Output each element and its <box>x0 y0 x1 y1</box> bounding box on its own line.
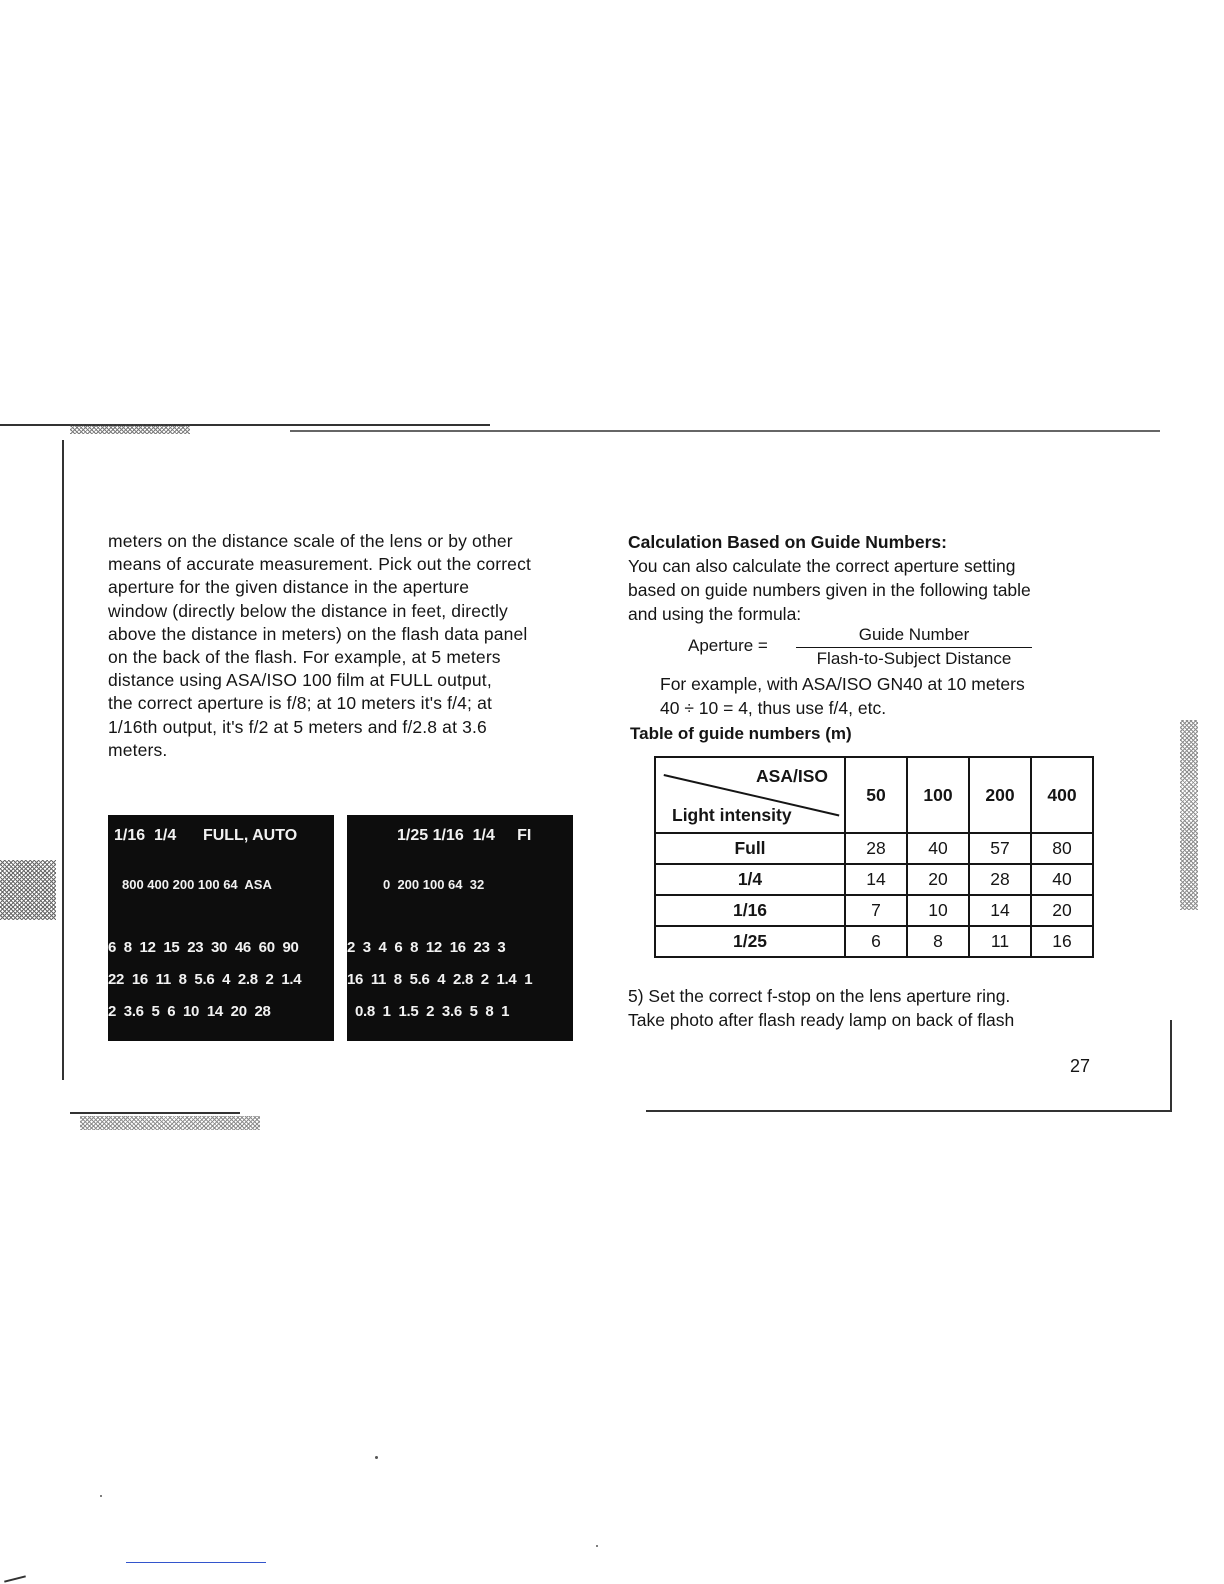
row-label: 1/25 <box>655 926 845 957</box>
text-line: window (directly below the distance in feet, directly <box>108 600 508 621</box>
text-line: and using the formula: <box>628 604 802 624</box>
panel-meters-scale: 0.8 1 1.5 2 3.6 5 8 1 <box>355 1003 510 1020</box>
light-intensity-header: Light intensity <box>672 805 792 825</box>
text-line: on the back of the flash. For example, at 5 meters <box>108 647 501 668</box>
table-cell: 10 <box>907 895 969 926</box>
table-row <box>655 895 1093 926</box>
formula-fraction <box>796 624 1032 670</box>
text-line: 1/16th output, it's f/2 at 5 meters and f/2.8 at 3.6 <box>108 716 487 737</box>
top-rule-right <box>290 430 1160 432</box>
text-line: Take photo after flash ready lamp on back of flash <box>628 1010 1015 1030</box>
panel-feet-scale: 6 8 12 15 23 30 46 60 90 <box>108 939 299 956</box>
table-cell: 80 <box>1031 833 1093 864</box>
table-cell: 8 <box>907 926 969 957</box>
table-cell: 14 <box>969 895 1031 926</box>
panel-aperture-scale: 22 16 11 8 5.6 4 2.8 2 1.4 <box>108 971 302 988</box>
guide-number-table <box>654 756 1094 958</box>
asa-iso-header: ASA/ISO <box>756 766 828 786</box>
table-cell: 14 <box>845 864 907 895</box>
table-cell: 57 <box>969 833 1031 864</box>
bottom-dither <box>80 1116 260 1130</box>
formula-numerator: Guide Number <box>796 624 1032 648</box>
column-header: 400 <box>1031 757 1093 833</box>
panel-asa-scale: 800 400 200 100 64 ASA <box>122 877 272 892</box>
speck <box>375 1456 378 1459</box>
row-label: Full <box>655 833 845 864</box>
bottom-underline <box>126 1562 266 1563</box>
table-cell: 28 <box>969 864 1031 895</box>
text-line: You can also calculate the correct aperture setting <box>628 556 1016 576</box>
bottom-rule-left <box>70 1112 240 1114</box>
table-row <box>655 833 1093 864</box>
table-cell: 20 <box>907 864 969 895</box>
text-line: meters on the distance scale of the lens or by other <box>108 531 513 551</box>
formula-label: Aperture = <box>688 636 768 655</box>
text-line: means of accurate measurement. Pick out the correct <box>108 554 531 575</box>
text-line: based on guide numbers given in the following table <box>628 580 1031 600</box>
left-column-text <box>108 530 598 762</box>
formula-example <box>660 672 1025 720</box>
table-cell: 28 <box>845 833 907 864</box>
table-cell: 6 <box>845 926 907 957</box>
speck <box>596 1545 598 1547</box>
text-line: 5) Set the correct f-stop on the lens aperture ring. <box>628 986 1011 1006</box>
formula-denominator: Flash-to-Subject Distance <box>816 649 1012 668</box>
speck <box>100 1495 102 1497</box>
aperture-formula <box>688 624 1048 672</box>
right-edge-dither <box>1180 720 1198 910</box>
text-line: meters. <box>108 739 168 760</box>
corner-mark <box>4 1575 26 1582</box>
table-corner-cell <box>655 757 845 833</box>
panel-output-scale: 1/16 1/4 FULL, AUTO <box>114 827 298 844</box>
table-row <box>655 926 1093 957</box>
text-line: the correct aperture is f/8; at 10 meters it's f/4; at <box>108 693 492 714</box>
text-line: For example, with ASA/ISO GN40 at 10 meters <box>660 674 1025 694</box>
text-line: 40 ÷ 10 = 4, thus use f/4, etc. <box>660 698 887 718</box>
flash-data-panel-photo-left <box>108 815 334 1041</box>
table-cell: 40 <box>1031 864 1093 895</box>
panel-feet-scale: 2 3 4 6 8 12 16 23 3 <box>347 939 506 956</box>
table-cell: 11 <box>969 926 1031 957</box>
table-cell: 7 <box>845 895 907 926</box>
flash-data-panel-photo-right <box>347 815 573 1041</box>
row-label: 1/4 <box>655 864 845 895</box>
text-line: aperture for the given distance in the aperture <box>108 577 470 598</box>
column-header: 50 <box>845 757 907 833</box>
panel-asa-scale: 0 200 100 64 32 <box>383 877 485 892</box>
text-line: distance using ASA/ISO 100 film at FULL output, <box>108 670 492 691</box>
panel-aperture-scale: 16 11 8 5.6 4 2.8 2 1.4 1 <box>347 971 533 988</box>
table-cell: 20 <box>1031 895 1093 926</box>
right-column-text <box>628 530 1118 626</box>
right-margin-rule <box>1170 1020 1172 1112</box>
left-edge-dither <box>0 860 56 920</box>
panel-output-scale: 1/25 1/16 1/4 FI <box>397 827 532 844</box>
left-margin-rule <box>62 440 64 1080</box>
panel-meters-scale: 2 3.6 5 6 10 14 20 28 <box>108 1003 271 1020</box>
column-header: 100 <box>907 757 969 833</box>
table-title: Table of guide numbers (m) <box>630 724 852 743</box>
row-label: 1/16 <box>655 895 845 926</box>
text-line: above the distance in meters) on the flash data panel <box>108 623 528 644</box>
bottom-rule-right <box>646 1110 1171 1112</box>
table-row <box>655 864 1093 895</box>
table-cell: 16 <box>1031 926 1093 957</box>
column-header: 200 <box>969 757 1031 833</box>
step-5-text <box>628 984 1108 1032</box>
page-number: 27 <box>1070 1056 1091 1076</box>
top-dither <box>70 424 190 434</box>
table-cell: 40 <box>907 833 969 864</box>
section-heading: Calculation Based on Guide Numbers: <box>628 532 947 552</box>
